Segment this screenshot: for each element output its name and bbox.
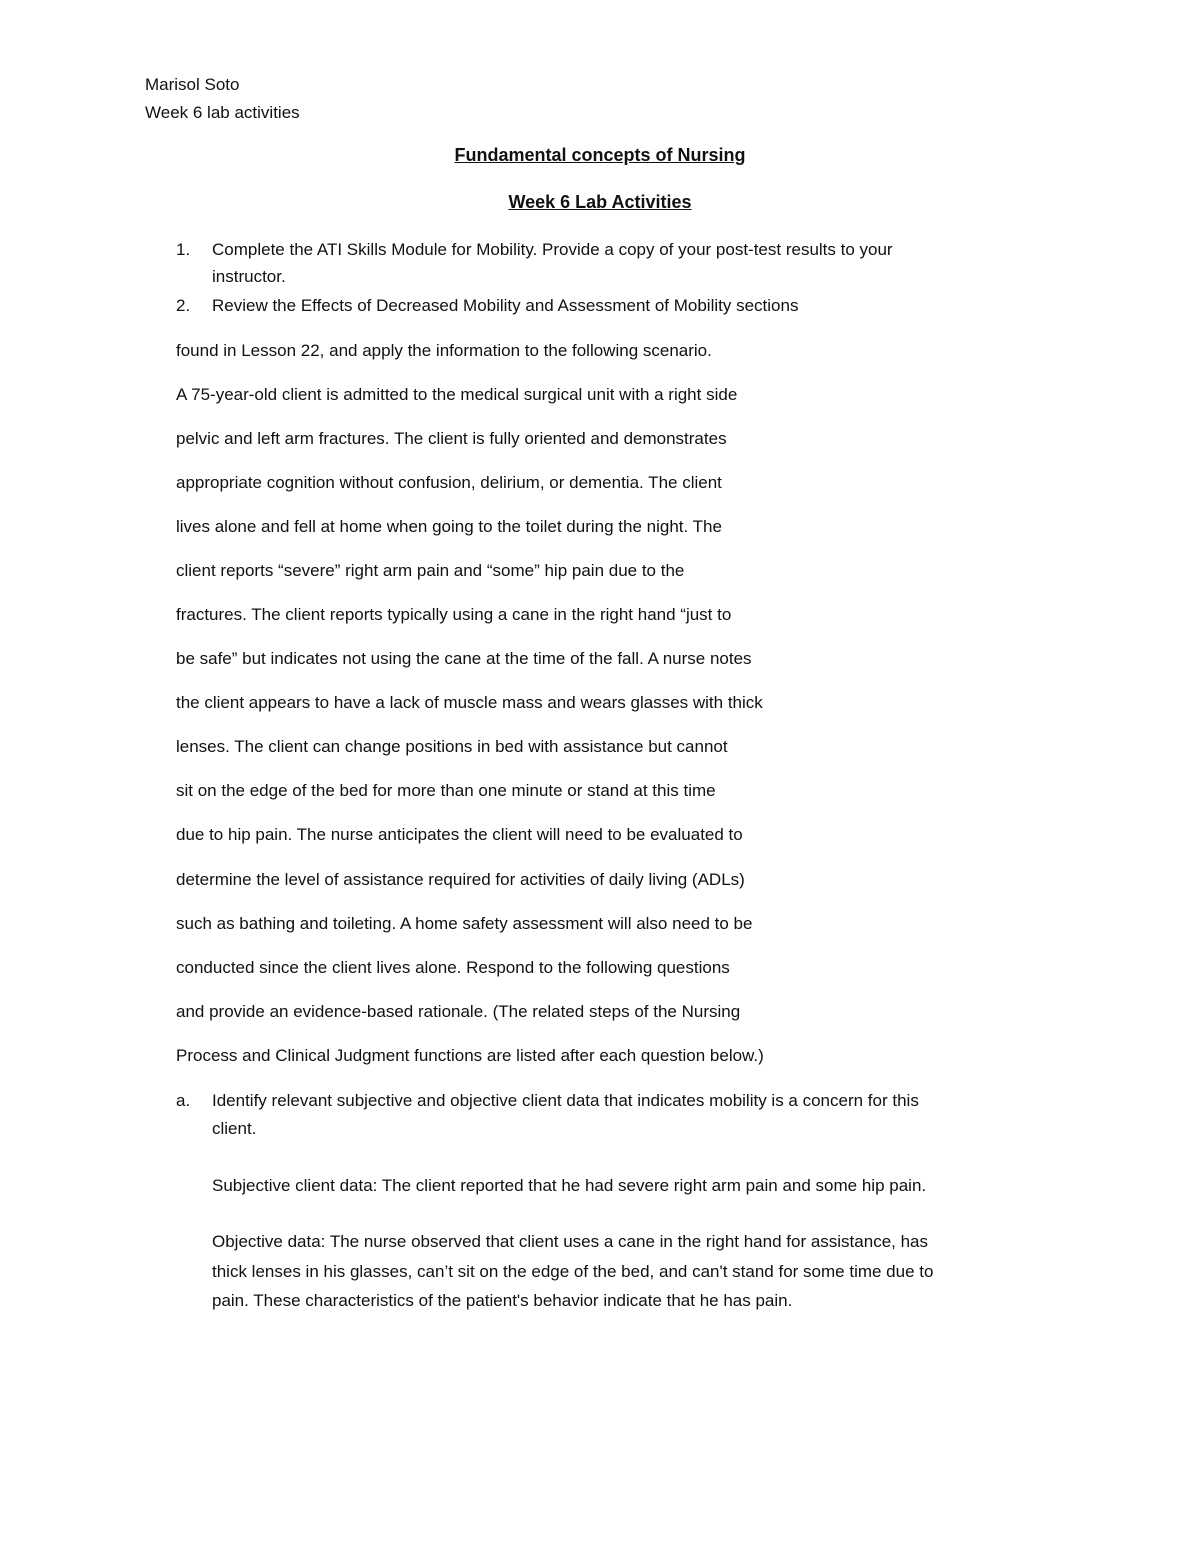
document-subtitle: Week 6 lab activities <box>145 103 300 122</box>
course-title: Fundamental concepts of Nursing <box>454 145 746 165</box>
item-1-line-1: Complete the ATI Skills Module for Mobility. Provide a copy of your post-test results to your <box>212 240 893 259</box>
scenario-line: lives alone and fell at home when going to the toilet during the night. The <box>176 517 722 536</box>
author-name: Marisol Soto <box>145 75 240 94</box>
scenario-line: lenses. The client can change positions in bed with assistance but cannot <box>176 737 728 756</box>
objective-data-line-2: thick lenses in his glasses, can’t sit on the edge of the bed, and can't stand for some time due to <box>212 1262 934 1281</box>
scenario-line: fractures. The client reports typically using a cane in the right hand “just to <box>176 605 732 624</box>
question-a-line-2: client. <box>212 1119 257 1138</box>
scenario-line: such as bathing and toileting. A home safety assessment will also need to be <box>176 914 753 933</box>
lab-title: Week 6 Lab Activities <box>508 192 692 212</box>
item-2-line-1: Review the Effects of Decreased Mobility and Assessment of Mobility sections <box>212 296 799 315</box>
scenario-line: appropriate cognition without confusion, delirium, or dementia. The client <box>176 473 722 492</box>
scenario-line: found in Lesson 22, and apply the information to the following scenario. <box>176 341 712 360</box>
scenario-line: pelvic and left arm fractures. The client is fully oriented and demonstrates <box>176 429 727 448</box>
scenario-line: A 75-year-old client is admitted to the medical surgical unit with a right side <box>176 385 738 404</box>
subjective-data: Subjective client data: The client reported that he had severe right arm pain and some hip pain. <box>212 1176 927 1195</box>
scenario-line: be safe” but indicates not using the cane at the time of the fall. A nurse notes <box>176 649 752 668</box>
scenario-line: client reports “severe” right arm pain and “some” hip pain due to the <box>176 561 685 580</box>
objective-data-line-1: Objective data: The nurse observed that client uses a cane in the right hand for assistance, has <box>212 1232 929 1251</box>
item-1-line-2: instructor. <box>212 267 286 286</box>
scenario-line: determine the level of assistance required for activities of daily living (ADLs) <box>176 870 745 889</box>
question-a-line-1: Identify relevant subjective and objective client data that indicates mobility is a concern for this <box>212 1091 919 1110</box>
item-2-number: 2. <box>176 296 191 315</box>
scenario-line: and provide an evidence-based rationale. (The related steps of the Nursing <box>176 1002 741 1021</box>
question-a-marker: a. <box>176 1091 191 1110</box>
scenario-line: Process and Clinical Judgment functions are listed after each question below.) <box>176 1046 764 1065</box>
item-1-number: 1. <box>176 240 191 259</box>
scenario-line: the client appears to have a lack of muscle mass and wears glasses with thick <box>176 693 763 712</box>
scenario-line: conducted since the client lives alone. Respond to the following questions <box>176 958 730 977</box>
scenario-line: due to hip pain. The nurse anticipates the client will need to be evaluated to <box>176 825 743 844</box>
objective-data-line-3: pain. These characteristics of the patient's behavior indicate that he has pain. <box>212 1291 793 1310</box>
scenario-line: sit on the edge of the bed for more than one minute or stand at this time <box>176 781 716 800</box>
